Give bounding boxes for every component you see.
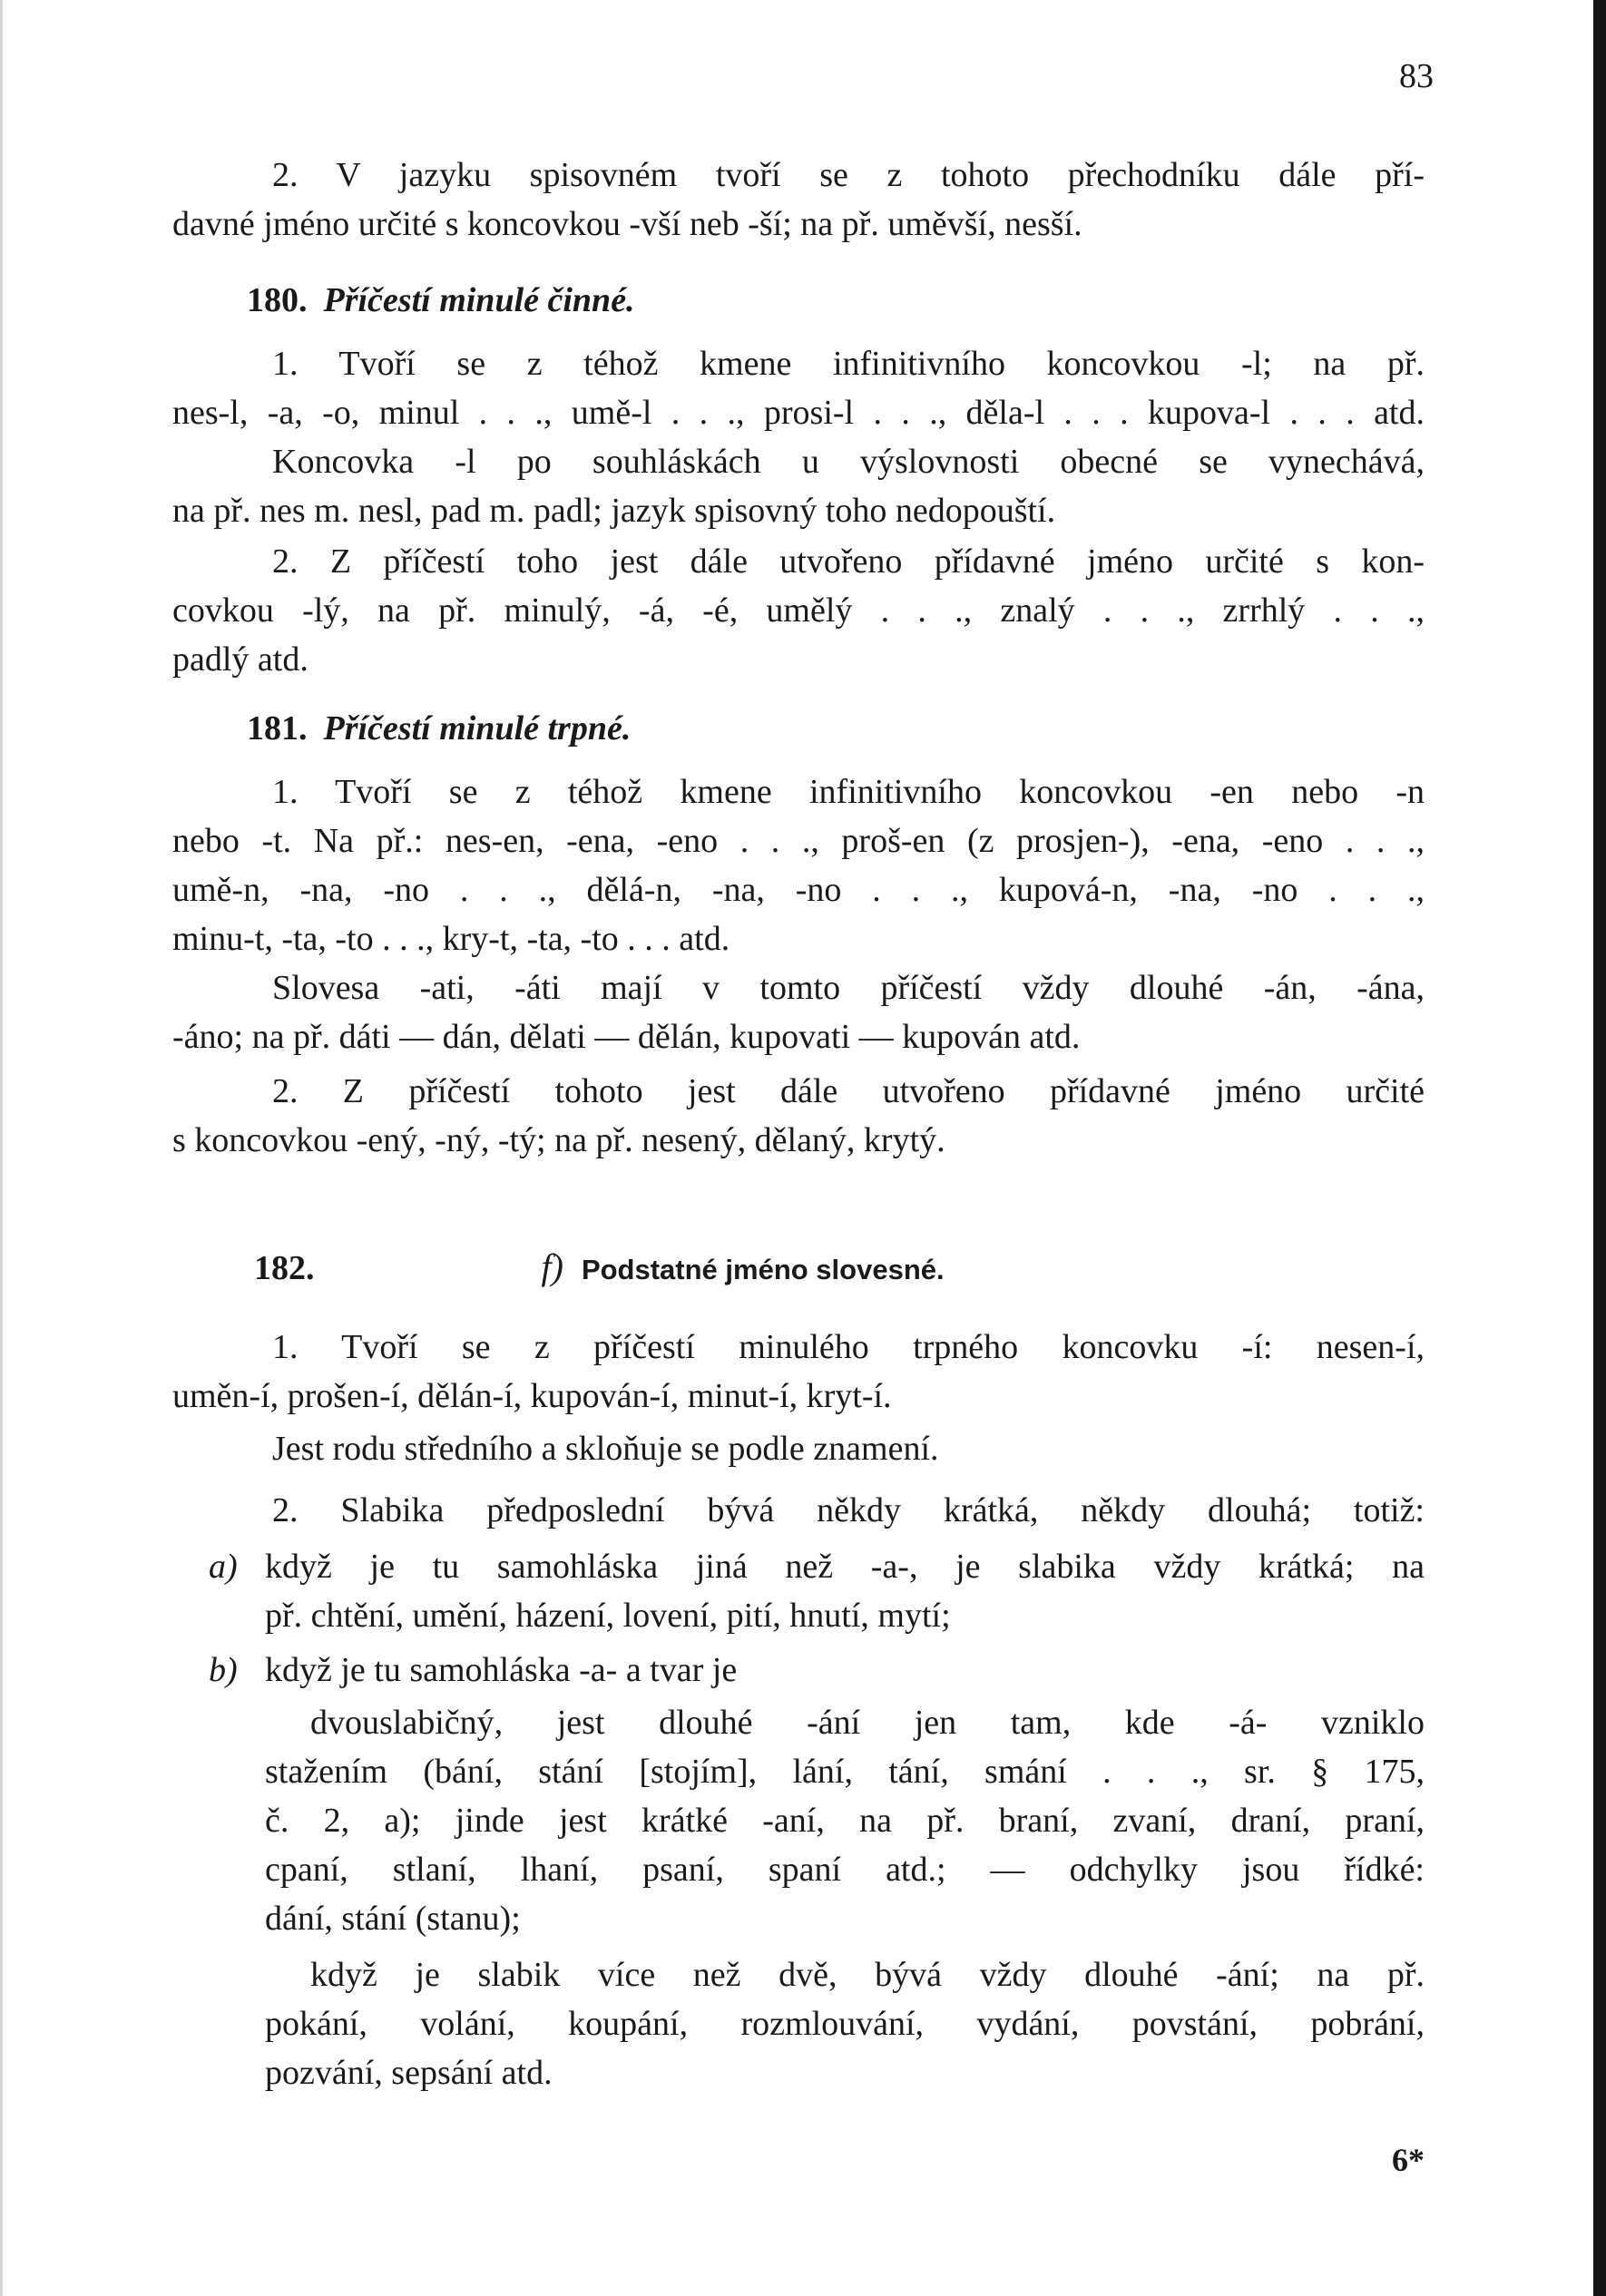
list-item-a [209,1542,1425,1640]
text-line: cpaní, stlaní, lhaní, psaní, spaní atd.; — odchylky jsou řídké: [265,1851,1425,1889]
text-line: 1. Tvoří se z téhož kmene infinitivního koncovkou -l; na př. [272,345,1425,383]
section-181-paragraph-1 [172,767,1425,963]
text-line: č. 2, a); jinde jest krátké -aní, na př. braní, zvaní, draní, praní, [265,1802,1425,1840]
text-line: na př. nes m. nesl, pad m. padl; jazyk spisovný toho nedopouští. [172,492,1056,530]
text-line: 1. Tvoří se z téhož kmene infinitivního koncovkou -en nebo -n [272,773,1425,811]
text-line: dání, stání (stanu); [265,1900,521,1938]
text-line: umě-n, -na, -no . . ., dělá-n, -na, -no . . ., kupová-n, -na, -no . . ., [172,871,1425,909]
text-line: dvouslabičný, jest dlouhé -ání jen tam, kde -á- vzniklo [310,1704,1425,1742]
text-line: Koncovka -l po souhláskách u výslovnosti obecné se vynechává, [272,443,1425,481]
text-line: Slovesa -ati, -áti mají v tomto příčestí vždy dlouhé -án, -ána, [272,969,1425,1007]
section-title: Podstatné jméno slovesné. [581,1254,945,1285]
paragraph-2-adjective [172,151,1425,249]
item-label: b) [209,1651,238,1689]
text-line: když je tu samohláska jiná než -a-, je slabika vždy krátká; na [265,1548,1425,1586]
list-item-b-disyllabic [209,1698,1425,1943]
text-line: Jest rodu středního a skloňuje se podle znamení. [272,1430,939,1468]
section-number: 181. [247,709,308,747]
section-title: Příčestí minulé trpné. [323,709,632,747]
section-182-heading [172,1243,1425,1295]
section-181-heading [172,704,1425,753]
section-number: 180. [247,281,308,319]
text-line: 2. Z příčestí tohoto jest dále utvořeno přídavné jméno určité [272,1072,1425,1110]
text-line: minu-t, -ta, -to . . ., kry-t, -ta, -to . . . atd. [172,920,730,958]
text-line: 2. Slabika předposlední bývá někdy krátká, někdy dlouhá; totiž: [272,1491,1425,1529]
text-line: pokání, volání, koupání, rozmlouvání, vydání, povstání, pobrání, [265,2005,1425,2043]
list-item-b [209,1646,1425,1695]
page-edge-left [0,0,3,2296]
text-line: nebo -t. Na př.: nes-en, -ena, -eno . . ., proš-en (z prosjen-), -ena, -eno . . ., [172,822,1425,860]
text-line: davné jméno určité s koncovkou -vší neb -ší; na př. uměvší, nesší. [172,205,1082,243]
text-line: -áno; na př. dáti — dán, dělati — dělán, kupovati — kupován atd. [172,1018,1081,1056]
section-180-heading [172,276,1425,325]
text-line: pozvání, sepsání atd. [265,2054,553,2092]
section-180-paragraph-1b [172,437,1425,535]
section-182-paragraph-1 [172,1323,1425,1421]
text-line: 2. V jazyku spisovném tvoří se z tohoto přechodníku dále pří- [272,156,1425,194]
text-line: padlý atd. [172,640,308,679]
section-title: Příčestí minulé činné. [323,281,635,319]
text-line: když je tu samohláska -a- a tvar je [265,1651,738,1689]
section-182-paragraph-1b [172,1424,1425,1473]
signature-mark: 6* [1392,2142,1425,2178]
list-item-b-polysyllabic [209,1950,1425,2097]
text-line: př. chtění, umění, házení, lovení, pití, hnutí, mytí; [265,1597,951,1635]
section-182-paragraph-2 [172,1486,1425,1535]
book-page [172,0,1434,2296]
text-line: když je slabik více než dvě, bývá vždy dlouhé -ání; na př. [310,1956,1425,1994]
section-181-paragraph-2 [172,1067,1425,1165]
section-181-paragraph-1b [172,963,1425,1061]
text-line: 1. Tvoří se z příčestí minulého trpného koncovku -í: nesen-í, [272,1328,1425,1366]
text-line: uměn-í, prošen-í, dělán-í, kupován-í, minut-í, kryt-í. [172,1377,892,1415]
item-label: a) [209,1548,238,1586]
text-line: s koncovkou -ený, -ný, -tý; na př. nesený, dělaný, krytý. [172,1121,945,1159]
section-number: 182. [254,1249,315,1287]
page-number: 83 [1399,57,1434,95]
subsection-letter: f) [541,1246,563,1287]
text-line: nes-l, -a, -o, minul . . ., umě-l . . ., prosi-l . . ., děla-l . . . kupova-l . . . atd. [172,394,1425,432]
text-line: 2. Z příčestí toho jest dále utvořeno přídavné jméno určité s kon- [272,542,1425,581]
section-180-paragraph-1 [172,339,1425,437]
text-line: stažením (bání, stání [stojím], lání, tání, smání . . ., sr. § 175, [265,1753,1425,1791]
text-line: covkou -lý, na př. minulý, -á, -é, umělý . . ., znalý . . ., zrrhlý . . ., [172,591,1425,630]
page-edge-right [1593,0,1606,2296]
section-180-paragraph-2 [172,537,1425,684]
